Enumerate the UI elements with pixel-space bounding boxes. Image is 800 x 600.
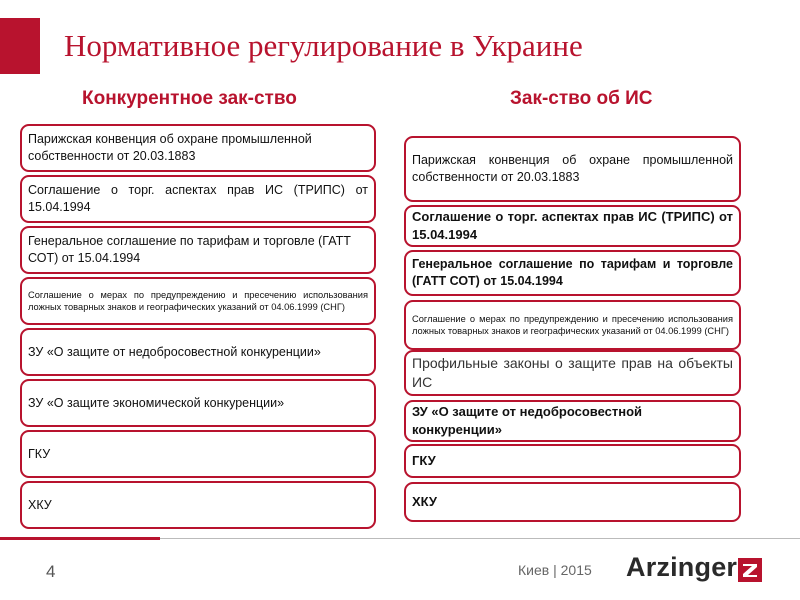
slide-title: Нормативное регулирование в Украине [64,28,583,63]
left-item-hku: ХКУ [20,481,376,529]
right-item-hku: ХКУ [404,482,741,522]
left-item-trips: Соглашение о торг. аспектах прав ИС (ТРИПС) от 15.04.1994 [20,175,376,223]
left-item-paris-convention: Парижская конвенция об охране промышленной собственности от 20.03.1883 [20,124,376,172]
right-item-trips: Соглашение о торг. аспектах прав ИС (ТРИПС) от 15.04.1994 [404,205,741,247]
left-item-cis-agreement: Соглашение о мерах по предупреждению и пресечению использования ложных товарных знаков и географических указаний от 04.06.1999 (СНГ) [20,277,376,325]
left-item-unfair-competition-law: ЗУ «О защите от недобросовестной конкуренции» [20,328,376,376]
left-column-heading: Конкурентное зак-ство [82,88,297,109]
footer-divider-accent [0,537,160,540]
left-item-gku: ГКУ [20,430,376,478]
right-column-heading: Зак-ство об ИС [510,88,653,109]
left-item-gatt: Генеральное соглашение по тарифам и торговле (ГАТТ СОТ) от 15.04.1994 [20,226,376,274]
company-logo-text: Arzinger [626,552,738,582]
logo-mark-icon [738,558,762,582]
right-item-gatt: Генеральное соглашение по тарифам и торговле (ГАТТ СОТ) от 15.04.1994 [404,250,741,296]
right-item-gku: ГКУ [404,444,741,478]
page-number: 4 [46,562,56,581]
right-item-paris-convention: Парижская конвенция об охране промышленной собственности от 20.03.1883 [404,136,741,202]
right-item-unfair-competition-law: ЗУ «О защите от недобросовестной конкуренции» [404,400,741,442]
accent-bar [0,18,40,74]
right-item-ip-profile-laws: Профильные законы о защите прав на объекты ИС [404,350,741,396]
city-year: Киев | 2015 [518,562,592,578]
footer-divider [160,538,800,539]
right-item-cis-agreement: Соглашение о мерах по предупреждению и пресечению использования ложных товарных знаков и географических указаний от 04.06.1999 (СНГ) [404,300,741,350]
left-item-economic-competition-law: ЗУ «О защите экономической конкуренции» [20,379,376,427]
